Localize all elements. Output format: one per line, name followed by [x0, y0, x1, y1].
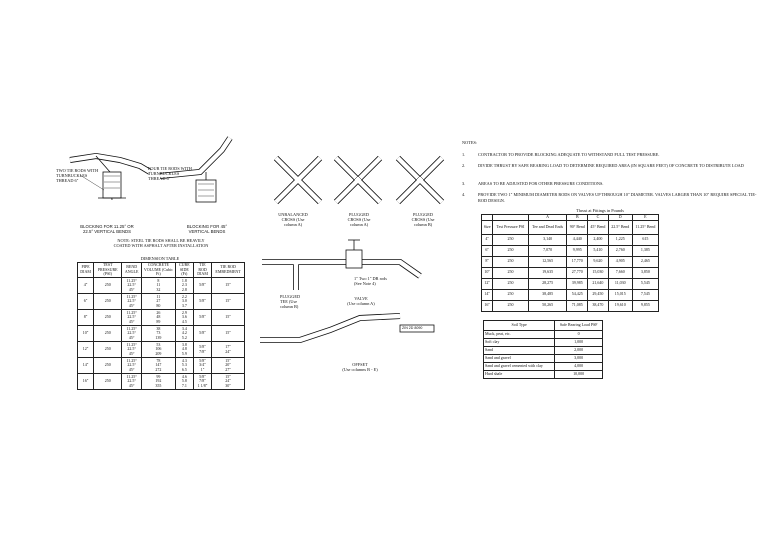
soil-table	[483, 320, 603, 379]
dim-rod-value: 5/8"	[199, 314, 206, 320]
dim-rod-value: 7/8"	[199, 378, 206, 384]
soil-type: Hard shale	[484, 371, 555, 379]
soil-type: Sand and gravel cemented with clay	[484, 363, 555, 371]
thrust-header-cell: 45° Bend	[588, 220, 609, 234]
dim-vol-value: 192	[155, 378, 162, 384]
thrust-cell: 250	[493, 278, 528, 289]
soil-type: Muck, peat, etc.	[484, 331, 555, 339]
note-text: DIVIDE THRUST BY SAFE BEARING LOAD TO DETERMINE REQUIRED AREA (IN SQUARE FEET) OF CONCRETE TO DISTRIBUTE LOAD	[478, 163, 744, 168]
dim-angles-value: 22.5°	[127, 330, 136, 336]
dim-rod-value: 5/8"	[199, 373, 206, 379]
thrust-cell: 15,030	[588, 267, 609, 278]
thrust-cell: 12"	[482, 278, 493, 289]
dim-side-value: 3.0	[181, 298, 187, 304]
soil-header-cell: Soil Type	[484, 321, 555, 331]
dim-angles-value: 22.5°	[127, 314, 136, 320]
dim-angles-value: 11.25°	[126, 357, 137, 363]
note-number: 3.	[462, 181, 466, 186]
table-row	[482, 289, 659, 300]
dim-emb-value: 24"	[225, 348, 231, 354]
soil-bearing-load: 1,000	[555, 339, 603, 347]
dim-pipe-diam: 4"	[78, 278, 94, 294]
thrust-cell: 38,470	[588, 300, 609, 311]
dim-pipe-diam: 16"	[78, 374, 94, 390]
table-row	[482, 267, 659, 278]
thrust-column-letter: C	[588, 215, 609, 221]
thrust-cell: 16"	[482, 300, 493, 311]
thrust-cell: 9,855	[632, 300, 658, 311]
thrust-cell: 5,545	[632, 278, 658, 289]
dim-vol-value: 8	[157, 277, 160, 283]
dim-pipe-diam: 14"	[78, 358, 94, 374]
thrust-cell: 28,275	[528, 278, 567, 289]
dim-side-value: 3.8	[181, 341, 187, 347]
dim-rod-value: 7/8"	[199, 348, 206, 354]
thrust-cell: 7,070	[528, 245, 567, 256]
dimension-table-title: DIMENSION TABLE	[140, 256, 180, 261]
thrust-cell: 4"	[482, 234, 493, 245]
thrust-cell: 14"	[482, 289, 493, 300]
dim-test-pressure: 250	[94, 278, 122, 294]
soil-bearing-load: 10,000	[555, 371, 603, 379]
dim-vol-value: 272	[155, 366, 162, 372]
dim-side-value: 4.5	[181, 318, 187, 324]
dim-vol-value: 11	[156, 282, 161, 288]
dim-side-value: 3.6	[181, 314, 187, 320]
dim-rod-value: 5/8"	[199, 357, 206, 363]
dim-emb-value: 27"	[225, 366, 231, 372]
note-number: 1.	[462, 152, 466, 157]
dim-vol-value: 80	[156, 302, 161, 308]
thrust-cell: 19,635	[528, 267, 567, 278]
thrust-cell: 50,265	[528, 300, 567, 311]
caption-blocking-45: BLOCKING FOR 45° VERTICAL BENDS	[186, 224, 228, 234]
thrust-header-cell: 11.25° Bend	[632, 220, 658, 234]
thrust-header-cell: 22.5° Bend	[608, 220, 632, 234]
thrust-cell: 250	[493, 256, 528, 267]
table-row	[482, 234, 659, 245]
dim-angles-value: 11.25°	[126, 325, 137, 331]
dim-side-value: 4.3	[181, 357, 187, 363]
dim-side-value: 2.8	[181, 286, 187, 292]
thrust-cell: 10"	[482, 267, 493, 278]
dim-pipe-diam: 12"	[78, 342, 94, 358]
dim-side-value: 6.5	[181, 366, 187, 372]
label-offset: OFFSET (Use columns B - E)	[342, 362, 378, 372]
dim-test-pressure: 250	[94, 374, 122, 390]
table-row	[484, 331, 603, 339]
soil-type: Sand and gravel	[484, 355, 555, 363]
dim-vol-value: 48	[156, 314, 161, 320]
thrust-cell: 9,620	[588, 256, 609, 267]
dim-vol-value: 32	[156, 286, 161, 292]
thrust-table-title: Thrust at Fittings in Pounds	[576, 208, 624, 213]
label-valve-rods: 1" Two 1" DR rods (See Note 4)	[354, 276, 387, 286]
thrust-cell: 3,850	[632, 267, 658, 278]
dim-side-value: 5.3	[181, 362, 187, 368]
thrust-cell: 7,545	[632, 289, 658, 300]
dim-angles-value: 22.5°	[127, 378, 136, 384]
dim-vol-value: 147	[155, 362, 162, 368]
dim-side-value: 2.3	[181, 282, 187, 288]
thrust-cell: 250	[493, 267, 528, 278]
thrust-cell: 15,015	[608, 289, 632, 300]
dim-test-pressure: 250	[94, 310, 122, 326]
thrust-cell: 54,425	[567, 289, 588, 300]
dim-pipe-diam: 6"	[78, 294, 94, 310]
dim-vol-value: 27	[156, 298, 161, 304]
label-plugged-cross-a: PLUGGED CROSS (Use column A)	[347, 212, 371, 227]
thrust-column-letter: E	[632, 215, 658, 221]
soil-type: Sand	[484, 347, 555, 355]
soil-bearing-load: 0	[555, 331, 603, 339]
dim-emb-value: 24"	[225, 378, 231, 384]
dim-rod-value: 3/4"	[199, 362, 206, 368]
thrust-table	[481, 214, 659, 312]
dim-vol-value: 38	[156, 325, 161, 331]
dim-emb-value: 30"	[225, 382, 231, 388]
thrust-cell: 17,770	[567, 256, 588, 267]
thrust-cell: 4,440	[567, 234, 588, 245]
dim-side-value: 5.9	[181, 350, 187, 356]
dim-header-cell: BEND ANGLE	[122, 263, 142, 278]
table-row	[482, 300, 659, 311]
dim-vol-value: 11	[156, 293, 161, 299]
soil-bearing-load: 3,000	[555, 355, 603, 363]
thrust-column-letter: A	[528, 215, 567, 221]
thrust-header-cell: Tee and Dead Ends	[528, 220, 567, 234]
dim-angles-value: 45°	[128, 318, 135, 324]
tie-rod-note: NOTE: STEEL TIE RODS SHALL BE HEAVILY COATED WITH ASPHALT AFTER INSTALLATION	[113, 238, 209, 248]
dim-angles-value: 22.5°	[127, 362, 136, 368]
dim-header-cell: PIPE DIAM	[78, 263, 94, 278]
label-plugged-cross-b: PLUGGED CROSS (Use column B)	[411, 212, 435, 227]
dim-emb-value: 15"	[225, 373, 231, 379]
note-number: 2.	[462, 163, 466, 168]
thrust-column-letter: D	[608, 215, 632, 221]
dim-angles-value: 45°	[128, 334, 135, 340]
dim-emb-value: 15"	[225, 282, 231, 288]
dim-vol-value: 99	[156, 373, 161, 379]
thrust-cell: 2,760	[608, 245, 632, 256]
thrust-cell: 7,660	[608, 267, 632, 278]
dim-angles-value: 45°	[128, 350, 135, 356]
dim-side-value: 5.8	[181, 378, 187, 384]
thrust-cell: 11,030	[608, 278, 632, 289]
dim-test-pressure: 250	[94, 358, 122, 374]
thrust-cell: 38,485	[528, 289, 567, 300]
soil-bearing-load: 2,000	[555, 347, 603, 355]
dim-rod-value: 5/8"	[199, 330, 206, 336]
thrust-cell: 1,225	[608, 234, 632, 245]
dim-vol-value: 355	[155, 382, 162, 388]
thrust-cell: 250	[493, 289, 528, 300]
thrust-cell: 29,450	[588, 289, 609, 300]
dim-header-cell: TIE ROD DIAM	[193, 263, 211, 278]
dim-vol-value: 106	[155, 346, 162, 352]
dim-angles-value: 45°	[128, 382, 135, 388]
dim-side-value: 2.9	[181, 309, 187, 315]
thrust-cell: 9,995	[567, 245, 588, 256]
dim-rod-value: 5/8"	[199, 282, 206, 288]
caption-blocking-11-22: BLOCKING FOR 11.25° OR 22.5° VERTICAL BENDS	[80, 224, 134, 234]
callout-two-tie-rods: TWO TIE RODS WITH TURNBUCKLES THREAD 6"	[56, 168, 99, 183]
table-row	[484, 371, 603, 379]
thrust-cell: 19,610	[608, 300, 632, 311]
dim-vol-value: 139	[155, 334, 162, 340]
dim-vol-value: 53	[156, 341, 161, 347]
dim-side-value: 4.6	[181, 373, 187, 379]
thrust-cell: 6"	[482, 245, 493, 256]
thrust-header-cell: Size	[482, 220, 493, 234]
note-text: AREAS TO BE ADJUSTED FOR OTHER PRESSURE CONDITIONS.	[478, 181, 604, 186]
dim-side-value: 1.8	[181, 277, 187, 283]
dim-emb-value: 15"	[225, 357, 231, 363]
thrust-cell: 250	[493, 245, 528, 256]
soil-header-cell: Safe Bearing Load PSF	[555, 321, 603, 331]
dim-rod-value: 1"	[200, 366, 205, 372]
note-text: CONTRACTOR TO PROVIDE BLOCKING ADEQUATE TO WITHSTAND FULL TEST PRESSURE.	[478, 152, 660, 157]
dim-vol-value: 73	[156, 330, 161, 336]
table-row	[482, 278, 659, 289]
dim-test-pressure: 250	[94, 342, 122, 358]
table-row	[484, 355, 603, 363]
note-number: 4.	[462, 192, 466, 197]
thrust-cell: 71,085	[567, 300, 588, 311]
dim-angles-value: 45°	[128, 366, 135, 372]
dim-rod-value: 5/8"	[199, 343, 206, 349]
dim-angles-value: 45°	[128, 302, 135, 308]
dim-angles-value: 11.25°	[126, 277, 137, 283]
dim-side-value: 3.4	[181, 325, 187, 331]
dim-emb-value: 15"	[225, 314, 231, 320]
thrust-cell: 21,640	[588, 278, 609, 289]
thrust-cell: 39,985	[567, 278, 588, 289]
table-row	[484, 339, 603, 347]
dim-emb-value: 17"	[225, 343, 231, 349]
soil-type: Soft clay	[484, 339, 555, 347]
dim-vol-value: 209	[155, 350, 162, 356]
dim-emb-value: 15"	[225, 330, 231, 336]
table-row	[484, 347, 603, 355]
table-row	[484, 363, 603, 371]
dim-test-pressure: 250	[94, 294, 122, 310]
dim-side-value: 7.1	[181, 382, 187, 388]
thrust-cell: 250	[493, 300, 528, 311]
thrust-cell: 2,400	[588, 234, 609, 245]
thrust-cell: 5,410	[588, 245, 609, 256]
dim-header-cell: CONCRETE VOLUME (Cubic Ft)	[142, 263, 176, 278]
thrust-cell: 12,565	[528, 256, 567, 267]
thrust-cell: 1,385	[632, 245, 658, 256]
dim-angles-value: 45°	[128, 286, 135, 292]
notes-title: NOTES:	[462, 140, 478, 145]
dim-angles-value: 22.5°	[127, 298, 136, 304]
dim-side-value: 3.7	[181, 302, 187, 308]
thrust-cell: 615	[632, 234, 658, 245]
dim-angles-value: 22.5°	[127, 346, 136, 352]
thrust-column-letter: B	[567, 215, 588, 221]
dim-emb-value: 20"	[225, 362, 231, 368]
callout-four-tie-rods: FOUR TIE RODS WITH TURNBUCKLES THREAD 6"	[148, 166, 192, 181]
dim-angles-value: 11.25°	[126, 373, 137, 379]
dim-rod-value: 5/8"	[199, 298, 206, 304]
soil-bearing-load: 4,000	[555, 363, 603, 371]
thrust-header-cell: 90° Bend	[567, 220, 588, 234]
dim-pipe-diam: 8"	[78, 310, 94, 326]
thrust-cell: 3,140	[528, 234, 567, 245]
dim-header-cell: TIE ROD EMBEDMENT	[212, 263, 245, 278]
dim-vol-value: 89	[156, 318, 161, 324]
table-row	[482, 256, 659, 267]
thrust-cell: 27,770	[567, 267, 588, 278]
dim-side-value: 5.2	[181, 334, 187, 340]
dim-angles-value: 11.25°	[126, 341, 137, 347]
dim-angles-value: 11.25°	[126, 293, 137, 299]
dim-side-value: 4.8	[181, 346, 187, 352]
dim-vol-value: 26	[156, 309, 161, 315]
dim-test-pressure: 250	[94, 326, 122, 342]
note-text: PROVIDE TWO 1" MINIMUM DIAMETER RODS ON VALVES UP THROUGH 10" DIAMETER. VALVES LARGER THAN 10" REQUIRE SPECIAL TIE-ROD DESIGN.	[478, 192, 757, 203]
dim-vol-value: 78	[156, 357, 161, 363]
label-valve: VALVE (Use column A)	[347, 296, 375, 306]
dim-angles-value: 22.5°	[127, 282, 136, 288]
label-plugged-tee: PLUGGED TEE (Use column B)	[280, 294, 301, 309]
dim-angles-value: 11.25°	[126, 309, 137, 315]
thrust-cell: 2,465	[632, 256, 658, 267]
dim-side-value: 2.2	[181, 293, 187, 299]
offset-tag: ZIN 2D 8090	[402, 326, 423, 330]
dim-pipe-diam: 10"	[78, 326, 94, 342]
dim-side-value: 4.2	[181, 330, 187, 336]
thrust-header-cell: Test Pressure PSI	[493, 220, 528, 234]
dim-header-cell: TEST PRESSURE (PSI)	[94, 263, 122, 278]
dim-emb-value: 15"	[225, 298, 231, 304]
dim-rod-value: 1 1/8"	[197, 382, 208, 388]
label-unbalanced-cross: UNBALANCED CROSS (Use column A)	[278, 212, 308, 227]
thrust-cell: 8"	[482, 256, 493, 267]
thrust-cell: 250	[493, 234, 528, 245]
thrust-cell: 4,905	[608, 256, 632, 267]
dim-header-cell: CUBE SIDE (Ft)	[175, 263, 193, 278]
table-row	[482, 245, 659, 256]
